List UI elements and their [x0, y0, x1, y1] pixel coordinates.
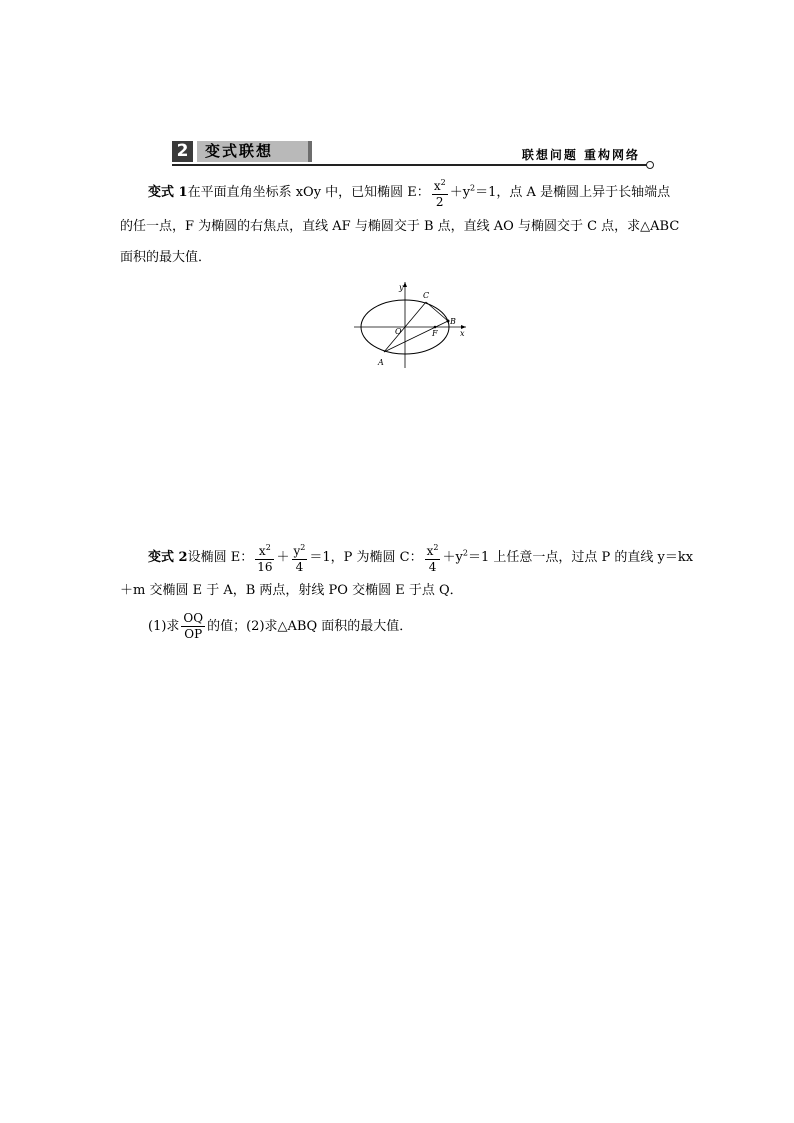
problem1-label: 变式 1	[148, 185, 188, 200]
problem2-line1: 变式 2设椭圆 E： $\frac{x^2}{16}$ ＋ $\frac{y^2}{4}$ ＝1，P 为椭圆 C： $\frac{x^2}{4}$ $+y^2=1$ 上任意一点，过点 P 的直线 y＝kx	[148, 540, 693, 575]
origin-label: O	[395, 327, 402, 336]
section-subtitle: 联想问题 重构网络	[521, 148, 640, 162]
section-title: 变式联想	[197, 141, 312, 162]
problem1-line2: 的任一点，F 为椭圆的右焦点，直线 AF 与椭圆交于 B 点，直线 AO 与椭圆交于 C 点，求△ABC	[120, 219, 680, 234]
fraction-x2-over-2: $\frac{x^2}{2}$	[432, 175, 448, 210]
x-axis-label: x	[460, 329, 465, 338]
y-axis-label: y	[399, 283, 404, 292]
fraction-x2-over-4: $\frac{x^2}{4}$	[425, 540, 441, 575]
problem1-line1: 变式 1在平面直角坐标系 xOy 中，已知椭圆 E： $\frac{x^2}{2}$ $+y^2=1$，点 A 是椭圆上异于长轴端点	[148, 175, 670, 210]
fraction-x2-over-16: $\frac{x^2}{16}$	[255, 540, 274, 575]
y-axis-arrow	[403, 282, 407, 287]
problem2-questions: (1)求 $\frac{OQ}{OP}$ 的值；(2)求△ABQ 面积的最大值．	[148, 611, 413, 641]
point-a-label: A	[378, 358, 384, 367]
line-ab	[384, 321, 448, 352]
point-b-label: B	[450, 317, 456, 326]
problem2-label: 变式 2	[148, 550, 188, 565]
point-c-label: C	[423, 291, 430, 300]
section-number: 2	[172, 141, 193, 162]
point-f	[434, 326, 437, 329]
header-rule	[172, 164, 648, 166]
problem1-line3: 面积的最大值．	[120, 250, 212, 265]
header-rule-dot	[646, 161, 654, 169]
fraction-oq-over-op: $\frac{OQ}{OP}$	[183, 611, 204, 641]
problem2-line2: ＋m 交椭圆 E 于 A，B 两点，射线 PO 交椭圆 E 于点 Q．	[120, 583, 463, 598]
line-cb	[426, 302, 448, 321]
fraction-y2-over-4: $\frac{y^2}{4}$	[292, 540, 308, 575]
ellipse-figure	[350, 278, 470, 370]
point-f-label: F	[432, 329, 438, 338]
section-header	[172, 138, 652, 170]
